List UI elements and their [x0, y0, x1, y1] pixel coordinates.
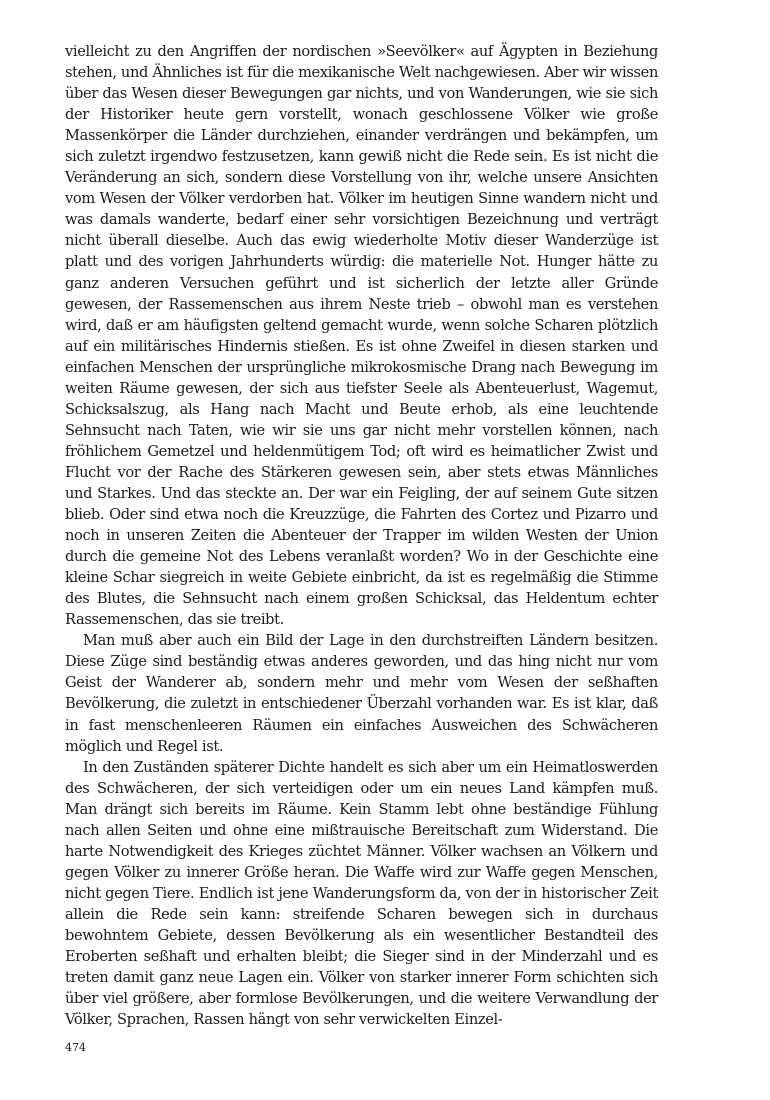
paragraph-2: Man muß aber auch ein Bild der Lage in den durchstreiften Ländern besitzen. Diese Züge sind beständig etwas anderes geworden, und das hing nicht nur vom Geist der Wanderer ab, sondern mehr und mehr vom Wesen der seßhaften Bevölkerung, die zuletzt in entschiedener Überzahl vorhanden war. Es ist klar, daß in fast menschenleeren Räumen ein einfaches Ausweichen des Schwächeren möglich und Regel ist. [65, 632, 658, 755]
paragraph-3: In den Zuständen späterer Dichte handelt es sich aber um ein Heimatloswerden des Schwächeren, der sich verteidigen oder um ein neues Land kämpfen muß. Man drängt sich bereits im Räume. Kein Stamm lebt ohne beständige Fühlung nach allen Seiten und ohne eine mißtrauische Bereitschaft zum Widerstand. Die harte Notwendigkeit des Krieges züchtet Männer. Völker wachsen an Völkern und gegen Völker zu innerer Größe heran. Die Waffe wird zur Waffe gegen Menschen, nicht gegen Tiere. Endlich ist jene Wanderungsform da, von der in historischer Zeit allein die Rede sein kann: streifende Scharen bewegen sich in durchaus bewohntem Gebiete, dessen Bevölkerung als ein wesentlicher Bestandteil des Eroberten seßhaft und erhalten bleibt; die Sieger sind in der Minderzahl und es treten damit ganz neue Lagen ein. Völker von starker innerer Form schichten sich über viel größere, aber formlose Bevölkerungen, und die weitere Verwandlung der Völker, Sprachen, Rassen hängt von sehr verwickelten Einzel- [65, 758, 658, 1029]
body-text [65, 41, 658, 1030]
page-number: 474 [65, 1041, 86, 1054]
paragraph-1: vielleicht zu den Angriffen der nordischen »Seevölker« auf Ägypten in Beziehung stehen, und Ähnliches ist für die mexikanische Welt nachgewiesen. Aber wir wissen über das Wesen dieser Bewegungen gar nichts, und von Wanderungen, wie sie sich der Historiker heute gern vorstellt, wonach geschlossene Völker wie große Massenkörper die Länder durchziehen, einander verdrängen und bekämpfen, um sich zuletzt irgendwo festzusetzen, kann gewiß nicht die Rede sein. Es ist nicht die Veränderung an sich, sondern diese Vorstellung von ihr, welche unsere Ansichten vom Wesen der Völker verdorben hat. Völker im heutigen Sinne wandern nicht und was damals wanderte, bedarf einer sehr vorsichtigen Bezeichnung und verträgt nicht überall dieselbe. Auch das ewig wiederholte Motiv dieser Wanderzüge ist platt und des vorigen Jahrhunderts würdig: die materielle Not. Hunger hätte zu ganz anderen Versuchen geführt und ist sicherlich der letzte aller Gründe gewesen, der Rassemenschen aus ihrem Neste trieb – obwohl man es verstehen wird, daß er am häufigsten geltend gemacht wurde, wenn solche Scharen plötzlich auf ein militärisches Hindernis stießen. Es ist ohne Zweifel in diesen starken und einfachen Menschen der ursprüngliche mikrokosmische Drang nach Bewegung im weiten Räume gewesen, der sich aus tiefster Seele als Abenteuerlust, Wagemut, Schicksalszug, als Hang nach Macht und Beute erhob, als eine leuchtende Sehnsucht nach Taten, wie wir sie uns gar nicht mehr vorstellen können, nach fröhlichem Gemetzel und heldenmütigem Tod; oft wird es heimatlicher Zwist und Flucht vor der Rache des Stärkeren gewesen sein, aber stets etwas Männliches und Starkes. Und das steckte an. Der war ein Feigling, der auf seinem Gute sitzen blieb. Oder sind etwa noch die Kreuzzüge, die Fahrten des Cortez und Pizarro und noch in unseren Zeiten die Abenteuer der Trapper im wilden Westen der Union durch die gemeine Not des Lebens veranlaßt worden? Wo in der Geschichte eine kleine Schar siegreich in weite Gebiete einbricht, da ist es regelmäßig die Stimme des Blutes, die Sehnsucht nach einem großen Schicksal, das Heldentum echter Rassemenschen, das sie treibt. [65, 43, 658, 629]
